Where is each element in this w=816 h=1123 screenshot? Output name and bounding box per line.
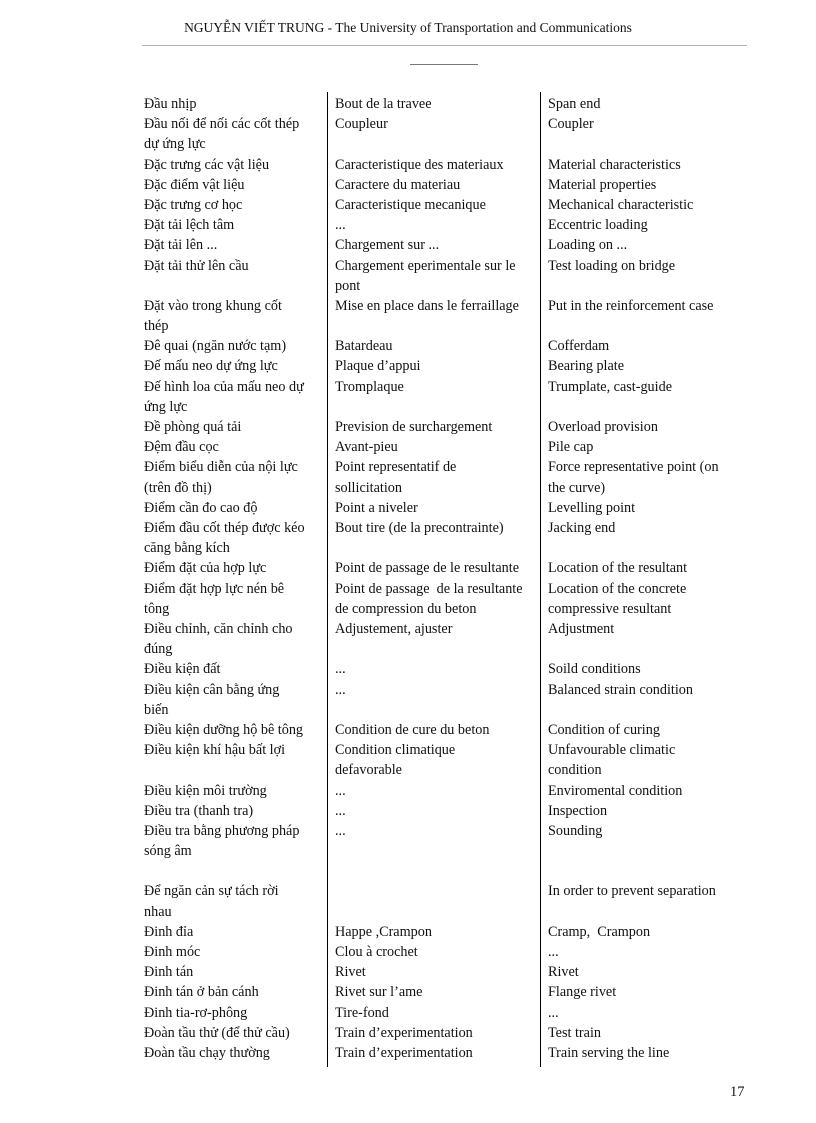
- cell-line: Điểm biểu diễn của nội lực: [144, 459, 298, 476]
- term-french: [335, 457, 456, 497]
- term-vietnamese: [144, 781, 267, 801]
- cell-line: ...: [548, 1004, 559, 1021]
- cell-line: Cramp, Crampon: [548, 923, 651, 940]
- term-french: [335, 175, 460, 195]
- cell-line: Point de passage de le resultante: [335, 560, 519, 577]
- table-row: [0, 740, 816, 780]
- cell-line: Train d’experimentation: [335, 1045, 473, 1061]
- term-vietnamese: [144, 821, 299, 861]
- cell-line: Chargement eperimentale sur le: [335, 257, 516, 274]
- cell-line: In order to prevent separation: [548, 883, 716, 900]
- cell-line: Bearing plate: [548, 358, 625, 375]
- term-english: [548, 680, 693, 700]
- cell-line: the curve): [548, 479, 606, 496]
- table-row: [0, 94, 816, 114]
- term-french: [335, 377, 404, 397]
- cell-line: ...: [548, 944, 559, 961]
- term-vietnamese: [144, 720, 303, 740]
- table-row: [0, 175, 816, 195]
- cell-line: Rivet sur l’ame: [335, 984, 423, 1001]
- term-english: [548, 296, 713, 316]
- cell-line: Overload provision: [548, 419, 658, 436]
- cell-line: Caracteristique des materiaux: [335, 156, 504, 173]
- table-row: [0, 781, 816, 801]
- cell-line: Span end: [548, 96, 601, 112]
- cell-line: Avant-pieu: [335, 439, 398, 456]
- cell-line: Coupler: [548, 116, 594, 133]
- cell-line: Enviromental condition: [548, 782, 683, 799]
- term-french: [335, 417, 492, 437]
- term-vietnamese: [144, 215, 234, 235]
- cell-line: Sounding: [548, 822, 603, 839]
- header-rule: [142, 45, 747, 46]
- term-english: [548, 94, 600, 114]
- cell-line: Điều kiện môi trường: [144, 782, 267, 799]
- cell-line: Test train: [548, 1024, 601, 1041]
- cell-line: Điều tra (thanh tra): [144, 802, 254, 819]
- term-vietnamese: [144, 114, 299, 154]
- cell-line: Điều kiện đất: [144, 661, 221, 678]
- table-row: [0, 881, 816, 921]
- table-row: [0, 1003, 816, 1023]
- term-french: [335, 256, 516, 296]
- term-vietnamese: [144, 659, 220, 679]
- cell-line: Điểm đầu cốt thép được kéo: [144, 520, 305, 537]
- term-french: [335, 962, 366, 982]
- term-vietnamese: [144, 417, 241, 437]
- term-english: [548, 821, 602, 841]
- term-french: [335, 195, 486, 215]
- term-vietnamese: [144, 175, 244, 195]
- term-english: [548, 437, 593, 457]
- cell-line: Trumplate, cast-guide: [548, 378, 672, 395]
- cell-line: Plaque d’appui: [335, 358, 421, 375]
- cell-line: Caracteristique mecanique: [335, 196, 486, 213]
- cell-line: Point a niveler: [335, 499, 418, 516]
- term-vietnamese: [144, 801, 253, 821]
- term-french: [335, 296, 519, 316]
- table-row: [0, 256, 816, 296]
- cell-line: Đề phòng quá tải: [144, 419, 242, 436]
- cell-line: biến: [144, 701, 169, 718]
- term-french: [335, 720, 489, 740]
- cell-line: nhau: [144, 903, 172, 920]
- cell-line: de compression du beton: [335, 600, 477, 617]
- table-row: [0, 821, 816, 861]
- term-english: [548, 720, 660, 740]
- table-row: [0, 336, 816, 356]
- cell-line: Balanced strain condition: [548, 681, 693, 698]
- cell-line: (trên đồ thị): [144, 479, 212, 496]
- term-french: [335, 801, 346, 821]
- cell-line: ...: [335, 802, 346, 819]
- term-french: [335, 498, 418, 518]
- cell-line: Điều kiện cân bằng ứng: [144, 681, 280, 698]
- term-english: [548, 659, 641, 679]
- table-row: [0, 861, 816, 881]
- term-french: [335, 155, 504, 175]
- table-row: [0, 619, 816, 659]
- term-english: [548, 740, 675, 780]
- cell-line: Prevision de surchargement: [335, 419, 493, 436]
- term-english: [548, 356, 624, 376]
- term-english: [548, 801, 607, 821]
- cell-line: thép: [144, 318, 169, 335]
- term-french: [335, 659, 346, 679]
- term-vietnamese: [144, 942, 200, 962]
- term-french: [335, 619, 452, 639]
- cell-line: Đặt tải lên ...: [144, 237, 218, 254]
- term-french: [335, 558, 519, 578]
- term-french: [335, 437, 398, 457]
- cell-line: căng bằng kích: [144, 540, 230, 557]
- cell-line: Pile cap: [548, 439, 594, 456]
- table-row: [0, 195, 816, 215]
- cell-line: condition: [548, 762, 602, 779]
- table-row: [0, 518, 816, 558]
- table-row: [0, 356, 816, 376]
- term-english: [548, 457, 719, 497]
- cell-line: Happe ,Crampon: [335, 923, 432, 940]
- glossary-table: [0, 94, 816, 1063]
- table-row: [0, 942, 816, 962]
- term-english: [548, 215, 648, 235]
- cell-line: Đầu nối để nối các cốt thép: [144, 116, 300, 133]
- term-vietnamese: [144, 1043, 270, 1063]
- term-english: [548, 155, 681, 175]
- cell-line: Material characteristics: [548, 156, 681, 173]
- cell-line: Điều kiện dưỡng hộ bê tông: [144, 721, 304, 738]
- term-vietnamese: [144, 94, 196, 114]
- term-french: [335, 680, 346, 700]
- cell-line: defavorable: [335, 762, 402, 779]
- cell-line: ...: [335, 782, 346, 799]
- term-english: [548, 377, 672, 397]
- cell-line: Jacking end: [548, 520, 616, 537]
- page-number: 17: [730, 1084, 745, 1100]
- cell-line: Point de passage de la resultante: [335, 580, 523, 597]
- cell-line: Soild conditions: [548, 661, 641, 678]
- cell-line: Đặc điểm vật liệu: [144, 176, 245, 193]
- table-row: [0, 215, 816, 235]
- cell-line: Đoàn tầu chạy thường: [144, 1045, 270, 1061]
- cell-line: Tromplaque: [335, 378, 404, 395]
- cell-line: Đặt tải lệch tâm: [144, 217, 235, 234]
- table-row: [0, 1043, 816, 1063]
- cell-line: Để ngăn cản sự tách rời: [144, 883, 279, 900]
- cell-line: Điều tra bằng phương pháp: [144, 822, 300, 839]
- term-french: [335, 579, 523, 619]
- term-english: [548, 1003, 559, 1023]
- term-english: [548, 498, 635, 518]
- cell-line: Adjustment: [548, 620, 615, 637]
- cell-line: Đinh tán: [144, 964, 194, 981]
- cell-line: Điểm cần đo cao độ: [144, 499, 258, 516]
- table-row: [0, 498, 816, 518]
- term-french: [335, 1003, 389, 1023]
- term-french: [335, 781, 346, 801]
- table-row: [0, 680, 816, 720]
- term-vietnamese: [144, 962, 193, 982]
- cell-line: Bout de la travee: [335, 96, 432, 112]
- term-vietnamese: [144, 619, 293, 659]
- cell-line: ...: [335, 661, 346, 678]
- cell-line: Tire-fond: [335, 1004, 389, 1021]
- term-vietnamese: [144, 296, 282, 336]
- cell-line: Inspection: [548, 802, 608, 819]
- term-french: [335, 356, 421, 376]
- table-row: [0, 720, 816, 740]
- term-english: [548, 1043, 669, 1063]
- term-french: [335, 740, 455, 780]
- header-short-rule: [410, 64, 478, 65]
- table-row: [0, 579, 816, 619]
- page-header: NGUYỄN VIẾT TRUNG - The University of Transportation and Communications: [184, 20, 632, 35]
- cell-line: Đoàn tầu thử (để thử cầu): [144, 1024, 290, 1041]
- term-english: [548, 195, 693, 215]
- term-vietnamese: [144, 498, 257, 518]
- table-row: [0, 437, 816, 457]
- cell-line: Đinh tán ở bản cánh: [144, 984, 259, 1001]
- table-row: [0, 659, 816, 679]
- term-french: [335, 94, 432, 114]
- cell-line: Điều kiện khí hậu bất lợi: [144, 742, 286, 759]
- cell-line: Chargement sur ...: [335, 237, 440, 254]
- term-english: [548, 417, 658, 437]
- term-vietnamese: [144, 558, 266, 578]
- table-row: [0, 235, 816, 255]
- cell-line: Loading on ...: [548, 237, 628, 254]
- term-english: [548, 1023, 601, 1043]
- cell-line: Đặc trưng các vật liệu: [144, 156, 270, 173]
- term-french: [335, 336, 393, 356]
- term-english: [548, 922, 650, 942]
- term-french: [335, 1023, 473, 1043]
- term-vietnamese: [144, 235, 217, 255]
- term-vietnamese: [144, 437, 219, 457]
- cell-line: Put in the reinforcement case: [548, 297, 714, 314]
- term-english: [548, 558, 687, 578]
- cell-line: dự ứng lực: [144, 136, 206, 153]
- term-vietnamese: [144, 740, 285, 760]
- table-row: [0, 417, 816, 437]
- cell-line: pont: [335, 277, 361, 294]
- term-vietnamese: [144, 881, 279, 921]
- cell-line: Đê quai (ngăn nước tạm): [144, 338, 287, 355]
- term-english: [548, 114, 594, 134]
- term-english: [548, 256, 675, 276]
- table-row: [0, 296, 816, 336]
- cell-line: Mise en place dans le ferraillage: [335, 297, 519, 314]
- term-english: [548, 942, 559, 962]
- term-vietnamese: [144, 336, 286, 356]
- cell-line: Đầu nhịp: [144, 96, 197, 112]
- cell-line: Mechanical characteristic: [548, 196, 694, 213]
- term-french: [335, 518, 504, 538]
- term-english: [548, 336, 609, 356]
- cell-line: Condition climatique: [335, 742, 456, 759]
- cell-line: Unfavourable climatic: [548, 742, 676, 759]
- cell-line: tông: [144, 600, 170, 617]
- cell-line: Đặc trưng cơ học: [144, 196, 243, 213]
- cell-line: Đinh móc: [144, 944, 201, 961]
- table-row: [0, 922, 816, 942]
- cell-line: Location of the concrete: [548, 580, 687, 597]
- cell-line: Adjustement, ajuster: [335, 620, 453, 637]
- cell-line: sóng âm: [144, 843, 192, 860]
- term-french: [335, 821, 346, 841]
- cell-line: Eccentric loading: [548, 217, 648, 234]
- cell-line: Đinh đỉa: [144, 923, 194, 940]
- cell-line: Đế hình loa của mấu neo dự: [144, 378, 304, 395]
- cell-line: Batardeau: [335, 338, 393, 355]
- term-vietnamese: [144, 356, 278, 376]
- cell-line: Location of the resultant: [548, 560, 688, 577]
- cell-line: Coupleur: [335, 116, 388, 133]
- term-english: [548, 962, 579, 982]
- term-english: [548, 518, 615, 538]
- table-row: [0, 962, 816, 982]
- cell-line: Cofferdam: [548, 338, 610, 355]
- term-french: [335, 215, 346, 235]
- term-vietnamese: [144, 457, 298, 497]
- cell-line: Điểm đặt hợp lực nén bê: [144, 580, 285, 597]
- cell-line: Rivet: [548, 964, 579, 981]
- term-english: [548, 619, 614, 639]
- cell-line: Train d’experimentation: [335, 1024, 473, 1041]
- term-french: [335, 942, 418, 962]
- cell-line: đúng: [144, 641, 173, 658]
- term-vietnamese: [144, 518, 305, 558]
- cell-line: Clou à crochet: [335, 944, 418, 961]
- term-vietnamese: [144, 922, 193, 942]
- term-vietnamese: [144, 377, 304, 417]
- cell-line: Đặt tải thử lên cầu: [144, 257, 249, 274]
- cell-line: ...: [335, 681, 346, 698]
- term-vietnamese: [144, 195, 242, 215]
- cell-line: Levelling point: [548, 499, 636, 516]
- table-row: [0, 558, 816, 578]
- cell-line: Force representative point (on: [548, 459, 719, 476]
- table-row: [0, 1023, 816, 1043]
- term-vietnamese: [144, 579, 284, 619]
- cell-line: Condition de cure du beton: [335, 721, 490, 738]
- cell-line: Flange rivet: [548, 984, 617, 1001]
- term-vietnamese: [144, 256, 249, 276]
- term-french: [335, 114, 388, 134]
- term-english: [548, 175, 656, 195]
- term-vietnamese: [144, 1003, 247, 1023]
- cell-line: compressive resultant: [548, 600, 672, 617]
- cell-line: Condition of curing: [548, 721, 660, 738]
- cell-line: Caractere du materiau: [335, 176, 461, 193]
- table-row: [0, 801, 816, 821]
- term-vietnamese: [144, 680, 279, 720]
- cell-line: ...: [335, 822, 346, 839]
- cell-line: Điểm đặt của hợp lực: [144, 560, 267, 577]
- term-french: [335, 235, 439, 255]
- cell-line: Rivet: [335, 964, 366, 981]
- cell-line: Đặt vào trong khung cốt: [144, 297, 282, 314]
- cell-line: Đế mấu neo dự ứng lực: [144, 358, 278, 375]
- term-french: [335, 922, 432, 942]
- term-french: [335, 982, 422, 1002]
- term-english: [548, 881, 716, 901]
- table-row: [0, 457, 816, 497]
- cell-line: Bout tire (de la precontrainte): [335, 520, 504, 537]
- cell-line: Train serving the line: [548, 1045, 670, 1061]
- cell-line: Đinh tia-rơ-phông: [144, 1004, 248, 1021]
- cell-line: Test loading on bridge: [548, 257, 676, 274]
- term-english: [548, 781, 682, 801]
- term-english: [548, 579, 686, 619]
- cell-line: ứng lực: [144, 398, 188, 415]
- table-row: [0, 114, 816, 154]
- cell-line: Đệm đầu cọc: [144, 439, 219, 456]
- cell-line: Point representatif de: [335, 459, 457, 476]
- term-vietnamese: [144, 1023, 290, 1043]
- term-french: [335, 1043, 473, 1063]
- table-row: [0, 155, 816, 175]
- cell-line: sollicitation: [335, 479, 402, 496]
- term-vietnamese: [144, 982, 259, 1002]
- term-english: [548, 235, 627, 255]
- table-row: [0, 377, 816, 417]
- cell-line: ...: [335, 217, 346, 234]
- cell-line: Điều chỉnh, căn chỉnh cho: [144, 620, 293, 637]
- term-english: [548, 982, 616, 1002]
- term-vietnamese: [144, 155, 269, 175]
- table-row: [0, 982, 816, 1002]
- cell-line: Material properties: [548, 176, 657, 193]
